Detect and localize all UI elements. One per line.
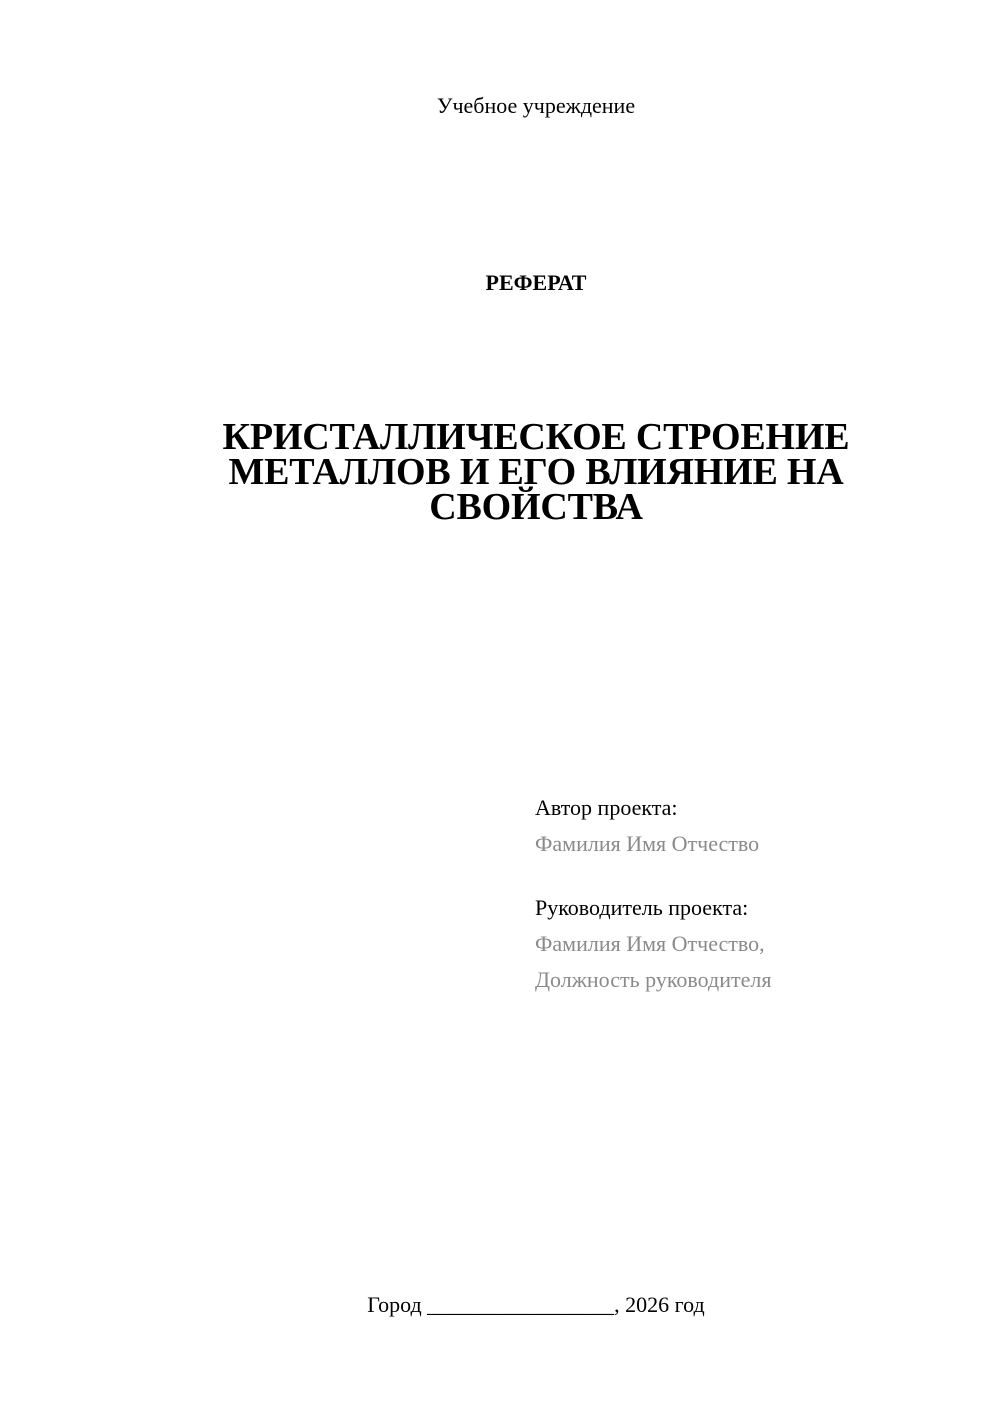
supervisor-position: Должность руководителя — [535, 967, 772, 992]
credits-block — [535, 790, 955, 998]
author-name: Фамилия Имя Отчество — [535, 831, 760, 856]
document-type: РЕФЕРАТ — [485, 270, 587, 295]
supervisor-name: Фамилия Имя Отчество, — [535, 931, 765, 956]
author-label: Автор проекта: — [535, 795, 678, 820]
city-year-line: Город _________________, 2026 год — [367, 1292, 705, 1317]
credits-spacer — [535, 862, 955, 890]
supervisor-label: Руководитель проекта: — [535, 895, 749, 920]
title-line-2: МЕТАЛЛОВ И ЕГО ВЛИЯНИЕ НА — [228, 451, 844, 493]
title-line-3: СВОЙСТВА — [429, 486, 643, 528]
title-line-1: КРИСТАЛЛИЧЕСКОЕ СТРОЕНИЕ — [222, 416, 850, 458]
document-title — [200, 416, 872, 528]
institution-name: Учебное учреждение — [436, 93, 636, 118]
